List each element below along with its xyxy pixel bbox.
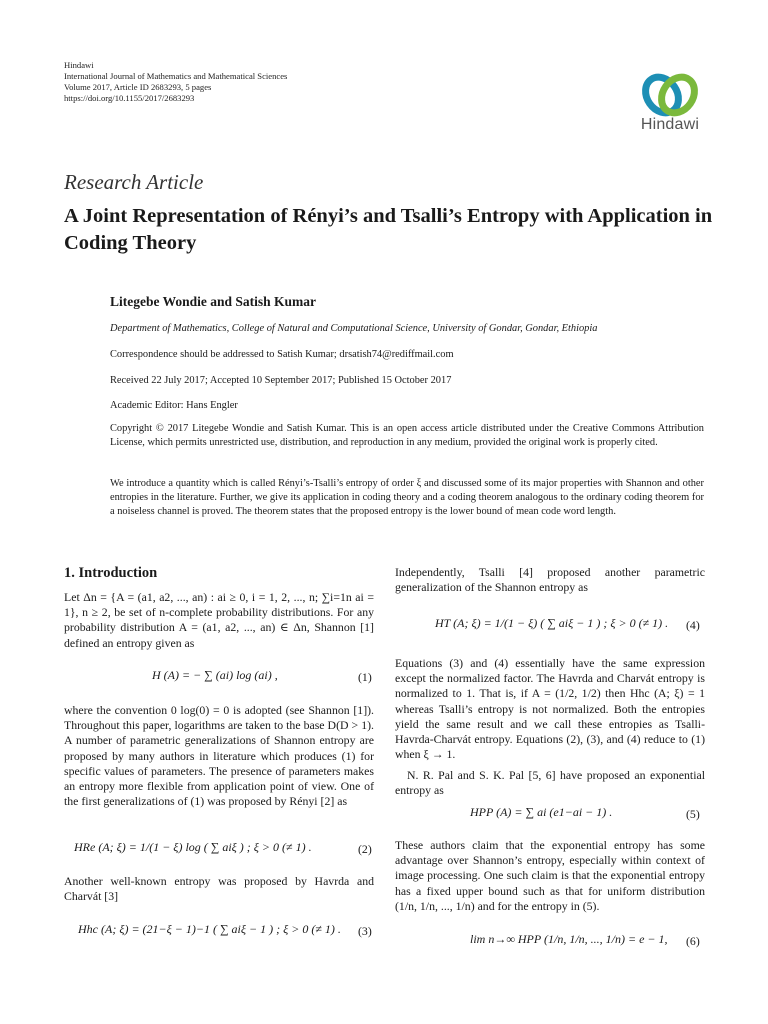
section-heading: 1. Introduction — [64, 565, 158, 581]
left-paragraph-3: Another well-known entropy was proposed by Havrda and Charvát [3] — [64, 874, 374, 904]
article-title: A Joint Representation of Rényi’s and Tsalli’s Entropy with Application in Coding Theory — [64, 205, 713, 254]
equation-6: lim n→∞ HPP (1/n, 1/n, ..., 1/n) = e − 1, — [470, 932, 668, 946]
equation-4: HT (A; ξ) = 1/(1 − ξ) ( ∑ aiξ − 1 ) ; ξ > 0 (≠ 1) . — [435, 616, 669, 630]
left-paragraph-2: where the convention 0 log(0) = 0 is adopted (see Shannon [1]). Throughout this paper, logarithms are taken to the base D(D > 1). A number of parametric generalizations of Shannon entropy are proposed by many authors in literature which produces (1) for specific values of parameters. The presence of parameters makes an entropy more flexible from application point of view. One of the first generalizations of (1) was proposed by Rényi [2] as — [64, 703, 374, 809]
equation-1-number: (1) — [358, 670, 372, 684]
right-paragraph-2: Equations (3) and (4) essentially have the same expression except the normalized factor. The Havrda and Charvát entropy is normalized to 1. That is, if A = (1/2, 1/2) then Hhc (A; ξ) = 1 whereas Tsalli’s entropy is not normalized. Both the entropies yield the same result and we call these entropies as Tsalli-Havrda-Charvát entropy. Equations (2), (3), and (4) reduce to (1) when ξ → 1. — [395, 656, 705, 762]
equation-1: H (A) = − ∑ (ai) log (ai) , — [152, 668, 278, 682]
journal-header — [64, 60, 484, 104]
authors: Litegebe Wondie and Satish Kumar — [110, 294, 317, 309]
logo-wordmark: Hindawi — [640, 116, 700, 133]
volume-line: Volume 2017, Article ID 2683293, 5 pages — [64, 82, 212, 92]
journal-name: International Journal of Mathematics and Mathematical Sciences — [64, 71, 288, 81]
left-paragraph-1: Let Δn = {A = (a1, a2, ..., an) : ai ≥ 0, i = 1, 2, ..., n; ∑i=1n ai = 1}, n ≥ 2, be set of n-complete probability distributions. For any probability distribution A = (a1, a2, ..., an) ∈ Δn, Shannon [1] defined an entropy given as — [64, 590, 374, 650]
equation-6-number: (6) — [686, 934, 700, 948]
affiliation: Department of Mathematics, College of Natural and Computational Science, University of Gondar, Gondar, Ethiopia — [110, 323, 598, 334]
doi-link[interactable]: https://doi.org/10.1155/2017/2683293 — [64, 93, 195, 103]
right-paragraph-3: N. R. Pal and S. K. Pal [5, 6] have proposed an exponential entropy as — [395, 768, 705, 798]
equation-2: HRe (A; ξ) = 1/(1 − ξ) log ( ∑ aiξ ) ; ξ > 0 (≠ 1) . — [74, 840, 312, 854]
right-paragraph-1: Independently, Tsalli [4] proposed another parametric generalization of the Shannon entropy as — [395, 565, 705, 595]
publication-dates: Received 22 July 2017; Accepted 10 September 2017; Published 15 October 2017 — [110, 375, 452, 386]
equation-5-number: (5) — [686, 807, 700, 821]
publisher-name: Hindawi — [64, 60, 94, 70]
equation-5: HPP (A) = ∑ ai (e1−ai − 1) . — [470, 805, 613, 819]
equation-3: Hhc (A; ξ) = (21−ξ − 1)−1 ( ∑ aiξ − 1 ) ; ξ > 0 (≠ 1) . — [78, 922, 341, 936]
correspondence: Correspondence should be addressed to Satish Kumar; drsatish74@rediffmail.com — [110, 349, 454, 360]
copyright-notice: Copyright © 2017 Litegebe Wondie and Satish Kumar. This is an open access article distributed under the Creative Commons Attribution License, which permits unrestricted use, distribution, and reproduction in any medium, provided the original work is properly cited. — [110, 423, 704, 449]
academic-editor: Academic Editor: Hans Engler — [110, 400, 238, 411]
article-type: Research Article — [64, 170, 204, 194]
equation-2-number: (2) — [358, 842, 372, 856]
equation-4-number: (4) — [686, 618, 700, 632]
right-paragraph-4: These authors claim that the exponential entropy has some advantage over Shannon’s entropy, especially within context of image processing. One such claim is that the exponential entropy has a fixed upper bound such as that for uniform distribution (1/n, 1/n, ..., 1/n) and for the entropy in (5). — [395, 838, 705, 913]
abstract: We introduce a quantity which is called Rényi’s-Tsalli’s entropy of order ξ and discussed some of its major properties with Shannon and other entropies in the literature. Further, we give its application in coding theory and a coding theorem analogous to the ordinary coding theorem for a noiseless channel is proved. The theorem states that the proposed entropy is the lower bound of mean code word length. — [110, 478, 704, 518]
equation-3-number: (3) — [358, 924, 372, 938]
